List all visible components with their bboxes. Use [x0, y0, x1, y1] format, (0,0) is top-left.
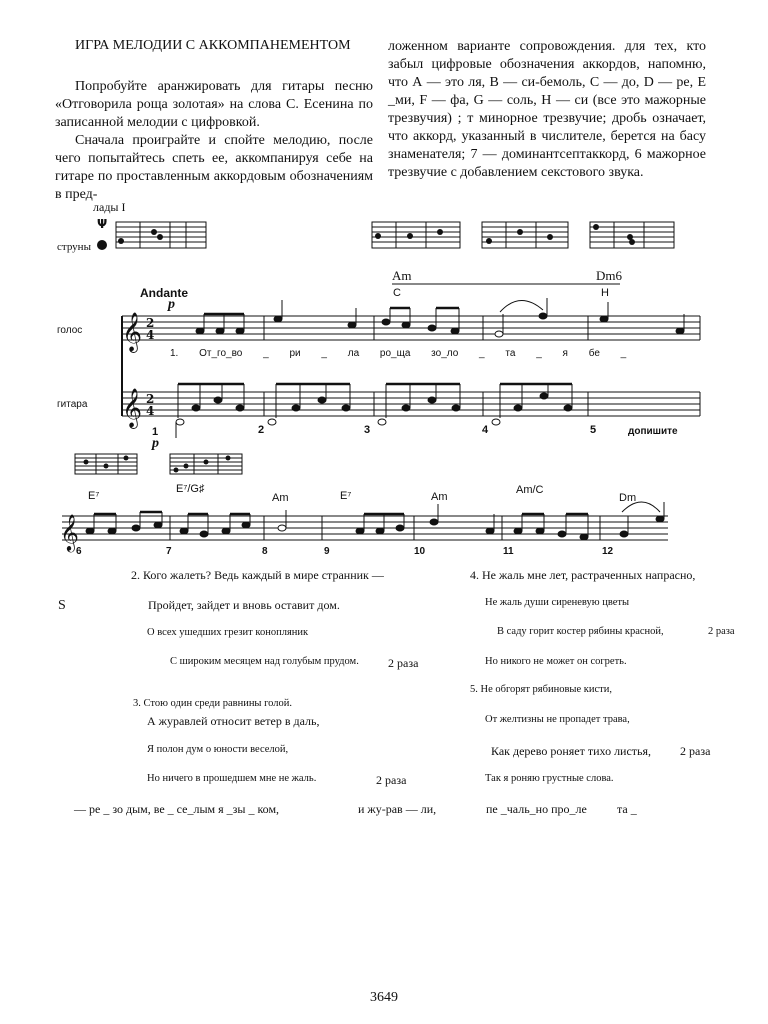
measure-number: 6 [76, 546, 82, 557]
chord-e7: E⁷ [88, 490, 100, 502]
repeat-marker: 2 раза [708, 626, 735, 637]
treble-clef-icon: 𝄞 [122, 388, 143, 428]
fill-in-instruction: допишите [628, 426, 678, 437]
intro-paragraph-3: ложенном варианте сопровождения. для тех, кто забыл цифровые обозначения аккордов, напомню, что А — это ля, В — си-бемоль, С — до, D — ре, Е _ми, F — фа, G — соль, Н — си (все это мажорные трезвучия) ; т минорное трезвучие; дробь означает, что аккорд, указанный в числителе, берется на басу знаменателя; 7 — доминантсептаккорд, 6 мажорное трезвучие с добавлением секстового звука. [388, 39, 706, 180]
melody-staff-row-2 [62, 516, 668, 540]
segno-mark: S [58, 598, 66, 613]
lyrics-bottom-part-1: — ре _ зо дым, ве _ се_лым я _зы _ ком, [74, 802, 280, 816]
dynamic-marking: p [168, 297, 175, 312]
tab-diagram [482, 222, 568, 248]
verse-5-line-1: 5. Не обгорят рябиновые кисти, [470, 684, 612, 695]
svg-text:4: 4 [146, 404, 155, 418]
intro-paragraph-1: Попробуйте аранжировать для гитары песню «Отговорила роща золотая» на слова С. Есенина по записанной мелодии с цифровкой. [55, 79, 373, 130]
chord-am-c: Am/C [516, 484, 544, 496]
repeat-marker: 2 раза [388, 656, 419, 670]
chord-am-numerator: Am [392, 268, 412, 283]
guitar-dynamic: p [152, 436, 159, 451]
chord-am: Am [431, 491, 448, 503]
lyrics-bottom-part-4: та _ [617, 802, 637, 816]
verse-4-line-1: 4. Не жаль мне лет, растраченных напрасно, [470, 568, 696, 582]
treble-clef-icon: 𝄞 [60, 513, 79, 551]
repeat-marker: 2 раза [376, 773, 407, 787]
verse-2-line-1: 2. Кого жалеть? Ведь каждый в мире странник — [131, 568, 384, 582]
measure-number: 7 [166, 546, 172, 557]
tab-diagram [372, 222, 460, 248]
verse-2-line-2: Пройдет, зайдет и вновь оставит дом. [148, 598, 340, 612]
tempo-marking: Andante [140, 286, 188, 300]
repeat-marker: 2 раза [680, 744, 711, 758]
measure-number: 10 [414, 546, 426, 557]
treble-clef-icon: 𝄞 [122, 312, 143, 352]
verse-5-line-3: Как дерево роняет тихо листья, [491, 744, 652, 758]
voice-notes [196, 298, 684, 337]
verse-3-line-1: 3. Стою один среди равнины голой. [133, 698, 293, 709]
verse-4-line-3: В саду горит костер рябины красной, [497, 626, 664, 637]
measure-number: 5 [590, 424, 597, 436]
verse-4-line-4: Но никого не может он согреть. [485, 656, 627, 667]
verse-4-line-2: Не жаль души сиреневую цветы [485, 597, 630, 608]
measure-number: 9 [324, 546, 330, 557]
page-title: ИГРА МЕЛОДИИ С АККОМПАНЕМЕНТОМ [75, 38, 351, 53]
svg-text:Ψ: Ψ [97, 217, 108, 231]
measure-number: 12 [602, 546, 614, 557]
chord-dm6-bass: H [601, 287, 609, 299]
verse-3-line-2: А журавлей относит ветер в даль, [147, 714, 320, 728]
verse-2-line-4: С широким месяцем над голубым прудом. [170, 656, 359, 667]
voice-label: голос [57, 325, 83, 336]
svg-text:2: 2 [146, 392, 155, 406]
lyrics-bottom-part-2: и жу-рав — ли, [358, 802, 437, 816]
measure-number: 1 [152, 426, 159, 438]
verse-3-line-4: Но ничего в прошедшем мне не жаль. [147, 773, 317, 784]
strings-label: струны [57, 241, 91, 253]
svg-text:2: 2 [146, 316, 155, 330]
verse-5-line-2: От желтизны не пропадет трава, [485, 714, 630, 725]
verse-5-line-4: Так я роняю грустные слова. [485, 773, 614, 784]
chord-e7-g-sharp: E⁷/G♯ [176, 483, 205, 495]
verse-2-line-3: О всех ушедших грезит конопляник [147, 627, 309, 638]
voice-staff [122, 284, 700, 340]
measure-number: 11 [503, 546, 514, 557]
measure-number: 8 [262, 546, 268, 557]
verse-3-line-3: Я полон дум о юности веселой, [147, 744, 289, 755]
chord-dm6: Dm6 [596, 268, 622, 283]
intro-paragraph-2: Сначала проиграйте и спойте мелодию, после чего попытайтесь спеть ее, аккомпанируя себе на гитаре по проставленным аккордовым обозначениям в пред- [55, 133, 373, 202]
chord-e7: E⁷ [340, 490, 352, 502]
chord-dm: Dm [619, 492, 637, 504]
chord-am: Am [272, 492, 289, 504]
svg-text:4: 4 [146, 328, 155, 342]
lyrics-bottom-part-3: пе _чаль_но про_ле [486, 802, 587, 816]
measure-number: 2 [258, 424, 265, 436]
page-number: 3649 [370, 990, 398, 1005]
lyrics-line-1: 1. От_го_во _ ри _ ла ро_ща зо_ло _ та _ я бе _ [170, 348, 627, 359]
guitar-label: гитара [57, 399, 88, 410]
measure-number: 3 [364, 424, 371, 436]
measure-number: 4 [482, 424, 489, 436]
chord-am-denominator: C [393, 287, 401, 299]
frets-label: лады I [93, 200, 126, 214]
guitar-staff [122, 316, 700, 416]
